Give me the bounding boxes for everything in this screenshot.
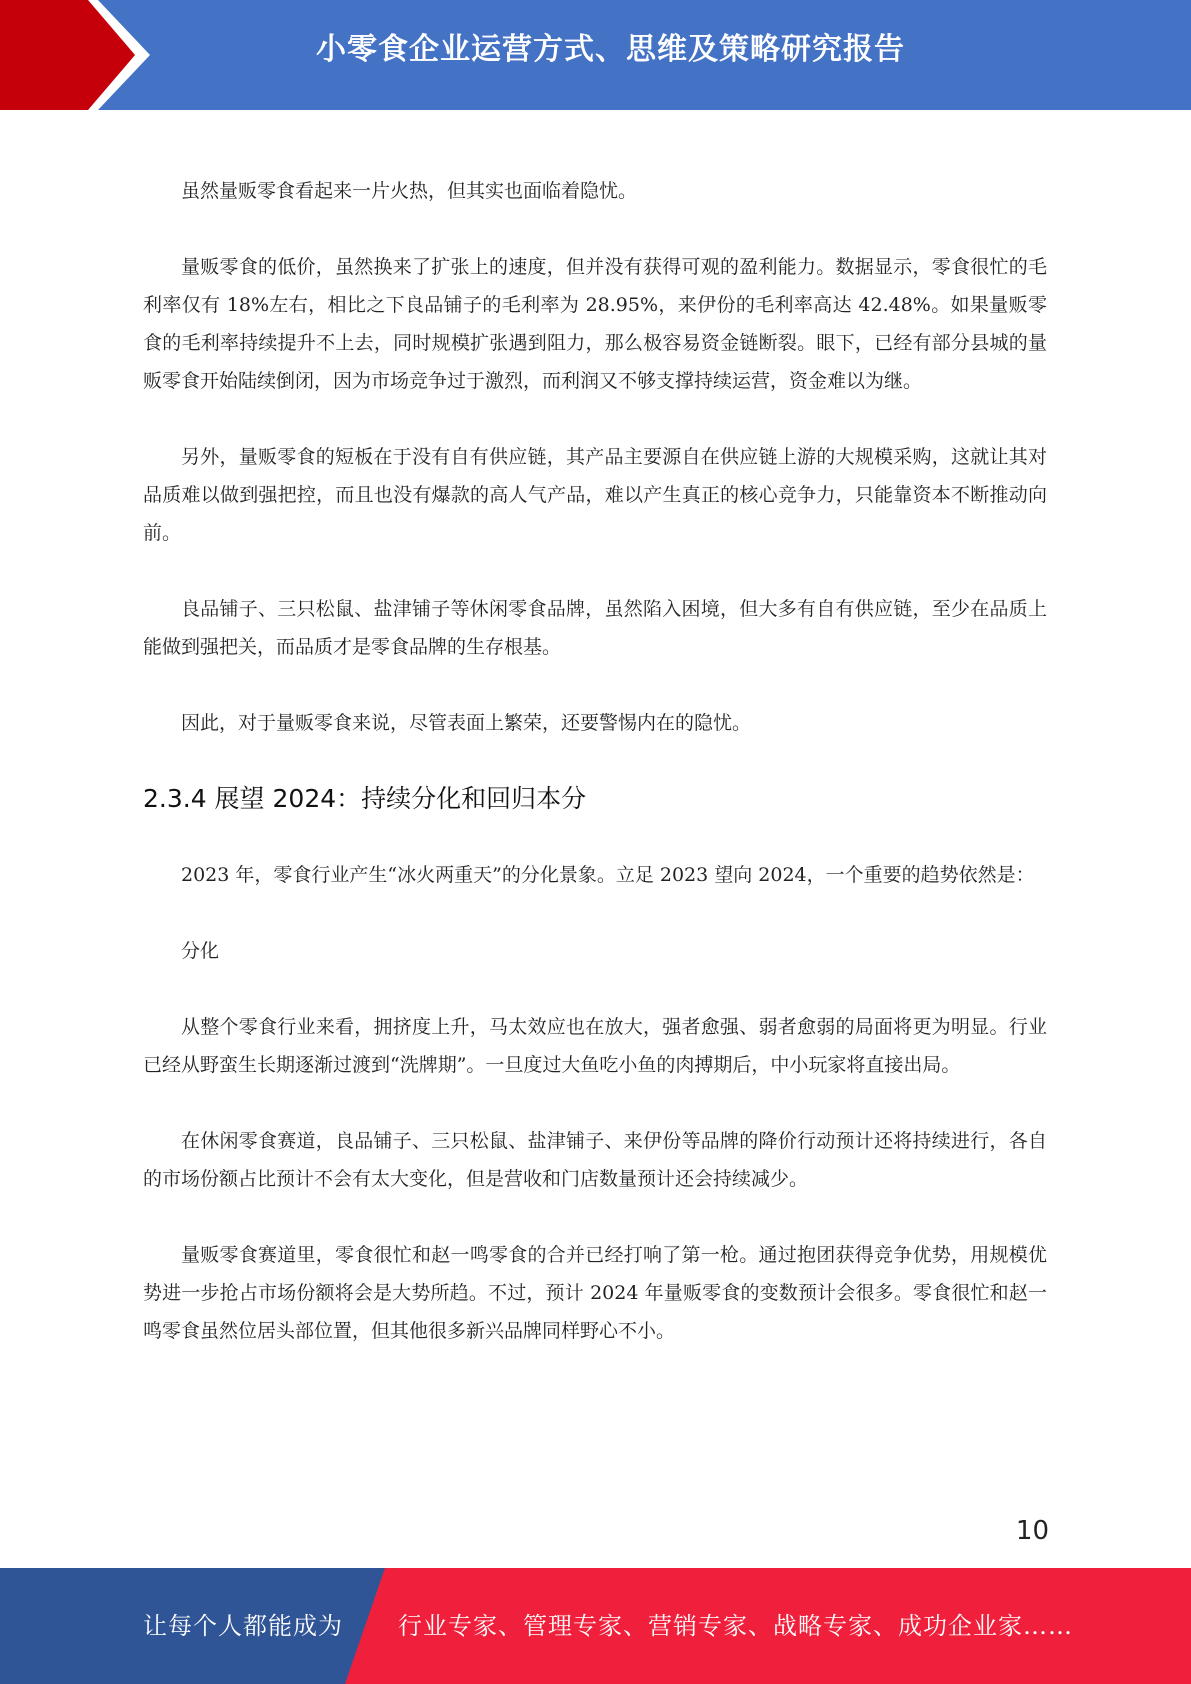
paragraph: 量贩零食的低价，虽然换来了扩张上的速度，但并没有获得可观的盈利能力。数据显示，零食很忙的毛利率仅有 18%左右，相比之下良品铺子的毛利率为 28.95%，来伊份的毛利率高达 42.48%。如果量贩零食的毛利率持续提升不上去，同时规模扩张遇到阻力，那么极容易资金链断裂。眼下，已经有部分县城的量贩零食开始陆续倒闭，因为市场竞争过于激烈，而利润又不够支撑持续运营，资金难以为继。 [143,256,1047,392]
paragraph: 因此，对于量贩零食来说，尽管表面上繁荣，还要警惕内在的隐忧。 [181,712,752,734]
section-heading: 2.3.4 展望 2024：持续分化和回归本分 [143,784,587,813]
header-chevron-decoration [0,0,160,110]
paragraph: 2023 年，零食行业产生“冰火两重天”的分化景象。立足 2023 望向 2024，一个重要的趋势依然是： [181,864,1035,886]
paragraph: 良品铺子、三只松鼠、盐津铺子等休闲零食品牌，虽然陷入困境，但大多有自有供应链，至少在品质上能做到强把关，而品质才是零食品牌的生存根基。 [143,598,1047,658]
paragraph: 虽然量贩零食看起来一片火热，但其实也面临着隐忧。 [181,180,638,202]
paragraph: 在休闲零食赛道，良品铺子、三只松鼠、盐津铺子、来伊份等品牌的降价行动预计还将持续进行，各自的市场份额占比预计不会有太大变化，但是营收和门店数量预计还会持续减少。 [143,1130,1047,1190]
footer-slogan-right: 行业专家、管理专家、营销专家、战略专家、成功企业家…… [398,1612,1073,1640]
paragraph: 另外，量贩零食的短板在于没有自有供应链，其产品主要源自在供应链上游的大规模采购，这就让其对品质难以做到强把控，而且也没有爆款的高人气产品，难以产生真正的核心竞争力，只能靠资本不断推动向前。 [143,446,1047,544]
page-footer [0,1568,1191,1684]
page-number: 10 [1015,1516,1049,1546]
paragraph: 量贩零食赛道里，零食很忙和赵一鸣零食的合并已经打响了第一枪。通过抱团获得竞争优势，用规模优势进一步抢占市场份额将会是大势所趋。不过，预计 2024 年量贩零食的变数预计会很多。零食很忙和赵一鸣零食虽然位居头部位置，但其他很多新兴品牌同样野心不小。 [143,1244,1047,1342]
page-header [0,0,1191,110]
report-body [143,172,1047,1350]
report-title: 小零食企业运营方式、思维及策略研究报告 [316,32,905,67]
paragraph: 从整个零食行业来看，拥挤度上升，马太效应也在放大，强者愈强、弱者愈弱的局面将更为明显。行业已经从野蛮生长期逐渐过渡到“洗牌期”。一旦度过大鱼吃小鱼的肉搏期后，中小玩家将直接出局。 [143,1016,1047,1076]
footer-slogan-left: 让每个人都能成为 [143,1612,343,1640]
paragraph: 分化 [181,940,220,962]
